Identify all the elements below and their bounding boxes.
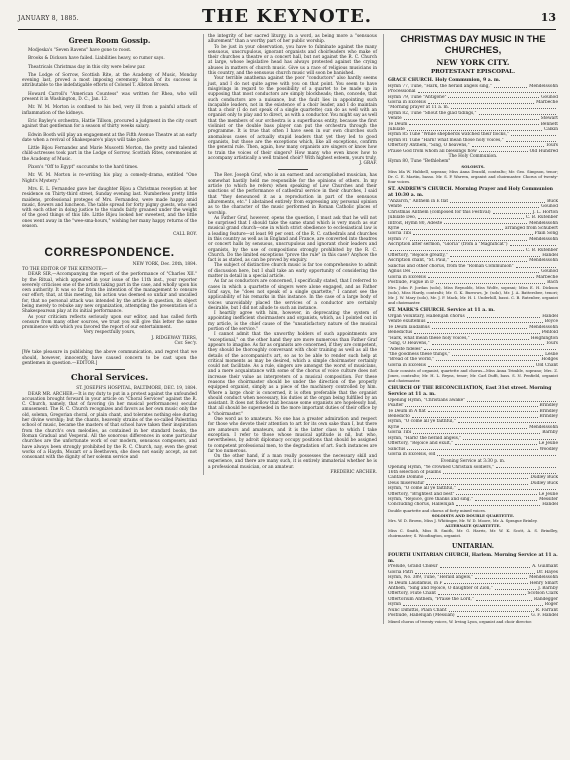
- gossip-item: Theatricals Christmas day in this city were below par.: [28, 64, 146, 70]
- program-piece: Te Deum in A flat: [388, 408, 426, 414]
- correspondence-para-2: As your criticism reflects seriously upon our editor, and has called forth censure from many other sources, we trust you will give this letter the same prominence with which you favored the report of our entertainment.: [22, 314, 197, 331]
- middle-para-3: Your terrible anathema against the poor "conductors" also hardly seems just, and I do not quite agree with you on that point. You seem to have misgivings in regard to the possibility of a quartet to be made up in supposing that most conductors are simply blockheads; then, concede, that such conductors are a nuisance, but the fault lies in appointing such incapable leaders, not in the existence of a choir leader, and I do maintain that a choir (I do not speak of a single quartette) can do as well with an organist only to play and to direct, as with a conductor. You might say as well that the members of our orchestra is a superfluous entity, because the first violinist or the double bass player can put the orchestra through the programme. It is true that often I have seen in our own churches such anomalous cases of actually stupid leaders that yet they led to good organists, but those are the exceptions which, like all exceptions, confirm the general rule. Then, again, how many organists are singers or know how to train the voices of their singers? How many who even know how to accompany artistically a well trained choir? With highest esteem, yours truly,: [208, 76, 377, 161]
- program-piece: Ascription after sermon, "Gloria" (from a "Magnificat"): [388, 242, 508, 248]
- program-piece: Jubilate Deo,: [388, 215, 417, 221]
- program-composer: Mendelssohn: [529, 258, 558, 264]
- reconciliation-soloists-heading: SOLOISTS AND DOUBLE QUARTETTE.: [431, 512, 515, 518]
- program-composer: Buck: [547, 198, 558, 204]
- unitarian-title: FOURTH UNITARIAN CHURCH, Harlem. Morning Service at 11 a. m.: [388, 552, 558, 564]
- program-piece: Gloria Tibi: [388, 430, 412, 436]
- leader-dots: [424, 347, 556, 351]
- grace-holy-communion: The Holy Communion.: [448, 154, 498, 160]
- masthead-title: THE KEYNOTE.: [201, 6, 373, 27]
- program-piece: "Morning prayer at 11 a. m.: [388, 105, 450, 111]
- program-piece: Gloria Patri: [388, 569, 414, 575]
- gossip-item: Eric Bayley's orchestra, Hattie Tillson, procured a judgment in the city court against that gentleman for a season of thirty weeks salary.: [22, 118, 197, 130]
- gossip-item: Edwin Booth will play an engagement at the Fifth Avenue Theatre at an early date when a revival of Shakespeare's plays will take place.: [22, 132, 197, 143]
- correspondence-to: TO THE EDITOR OF THE KEYNOTE:—: [22, 266, 108, 272]
- leader-dots: [452, 352, 543, 356]
- reconciliation-title: CHURCH OF THE RECONCILIATION, East 31st street. Morning Service at 11 a. m.: [388, 386, 552, 398]
- leader-dots: [418, 89, 556, 93]
- program-composer: Roger: [544, 602, 558, 608]
- correspondence-para-1: DEAR SIR,—Accompanying the report of the performance of "Charles XII." by the Ritual, which appeared in your issue of the 11th inst., your reporter severely criticises one of the artists taking part in the case, and wholly upon his own authority. It was so far from the intention of the management to censure our effort; that, at this meeting, his action was deemed so unfair and uncalled for, that no personal attack was intended by the article in question, its object being merely to rebuke any new organization, attempting the presentation of a Shakespearean play at its initial performance.: [22, 272, 197, 315]
- program-piece: Postlude, Fugue in D: [388, 280, 434, 286]
- st-andrew-program: [388, 199, 558, 286]
- reconciliation-evening-program: [388, 465, 558, 508]
- program-piece: Hymn 81 Tune "Hark! what mean those holy voices,": [388, 137, 504, 143]
- column-right: [383, 34, 558, 624]
- program-piece: Hymn, No. 389, Tune, "Herald angels,": [388, 575, 474, 581]
- gossip-item: Howard Carroll's "American Countess" was written for Rhea, who will present it in Washington, D. C., Jan. 12.: [22, 91, 197, 103]
- page-number: 13: [540, 11, 556, 24]
- leader-dots: [476, 597, 532, 601]
- separator: [278, 169, 308, 170]
- program-piece: "Hark, what mean these holy voices,": [388, 335, 470, 341]
- program-piece: Organ Voluntary, Hallelujah chorus: [388, 314, 465, 320]
- program-composer: Mendelssohn: [529, 236, 558, 242]
- leader-dots: [449, 608, 534, 612]
- program-piece: Opening Hymn, "Ye crowned Christian soldiers,": [388, 464, 495, 470]
- gossip-item: Modjeska's "Seven Ravens" have gone to roost.: [28, 48, 132, 53]
- program-piece: Te Deum Laudamus, in F: [388, 580, 443, 586]
- program-piece: Introit, Hymn 80, Adeste: [388, 220, 443, 226]
- program-composer: Barnby: [542, 430, 558, 436]
- separator: [95, 369, 125, 370]
- leader-dots: [448, 95, 539, 99]
- unitarian-program: [388, 564, 558, 618]
- program-composer: Old Chant: [535, 362, 558, 368]
- reconciliation-program: [388, 398, 558, 457]
- st-mark-title: ST. MARK'S CHURCH. Service at 11 a. m.: [388, 308, 495, 314]
- program-piece: Offertory, "Brightest and best": [388, 491, 455, 497]
- program-piece: Te Deum laudamus: [388, 324, 430, 330]
- program-piece: Gloria in Excelsis: [388, 362, 426, 368]
- program-composer: Mendelssohn: [529, 324, 558, 330]
- leader-dots: [458, 419, 556, 423]
- reconciliation-evening: Evening Service at 3:30 p. m.: [440, 459, 506, 465]
- choral-heading: Choral Services.: [70, 373, 149, 384]
- program-composer: Dr. Hayes: [536, 569, 558, 575]
- program-piece: Anthem, "Sing and rejoice, O daughter of Zion,": [388, 586, 493, 592]
- program-piece: Opening Hymn, "Christians awake": [388, 397, 466, 403]
- leader-dots: [412, 414, 538, 418]
- leader-dots: [403, 602, 543, 606]
- program-piece: Sanctus: [388, 446, 406, 452]
- program-piece: Hymn 77: [388, 236, 408, 242]
- program-composer: Calkin: [544, 127, 558, 133]
- leader-dots: [475, 575, 527, 579]
- christmas-music-title: CHRISTMAS DAY MUSIC IN THE CHURCHES,: [400, 34, 546, 56]
- leader-dots: [496, 465, 556, 469]
- program-composer: Brindley: [539, 403, 558, 409]
- choral-dateline: ST. JOSEPH'S HOSPITAL, BALTIMORE, DEC. 19, 1884.: [76, 386, 197, 392]
- grace-church-title: GRACE CHURCH. Holy Communion, 9 a. m.: [388, 78, 501, 83]
- section-unitarian: UNITARIAN.: [452, 542, 494, 550]
- leader-dots: [428, 363, 534, 367]
- st-mark-soloists: Choir consists of organist, quartette and chorus—Miss Anna Trimble, soprano; Mrs. Z. Jones, contralto; Mr. H. L. Reyns, tenor; Mr. Carl Duffi, bass. S. N. Penfield, organist and choirmaster.: [388, 368, 558, 383]
- program-piece: Gloria in Excelsis, old: [388, 451, 436, 457]
- program-piece: Hymn 85 Tune "While shepherds watched their flocks,": [388, 132, 509, 138]
- program-composer: Handel: [542, 314, 558, 320]
- issue-date: JANUARY 8, 1885.: [18, 15, 80, 22]
- leader-dots: [413, 231, 532, 235]
- leader-dots: [472, 336, 529, 340]
- correspondence-signer: J. RIDGEWAY TIERS,: [151, 335, 197, 341]
- leader-dots: [404, 204, 539, 208]
- program-composer: C. B. Rutenber: [525, 247, 558, 253]
- program-composer: Marbeche: [535, 100, 558, 106]
- program-piece: "Bread of the world,": [388, 357, 435, 363]
- program-composer: Bach: [547, 280, 558, 286]
- middle-para-10: One word as to amateurs. No one has a greater admiration and respect for those who devote their attention to art for its own sake than I, but there are amateurs and amateurs, and it is the latter class to which I take exception. I refer to those whose musical aptitude is nil, but who, nevertheless, by adroit diplomacy occupy positions that should be assigned to competent professional men, to the degradation of art. Such instances are far too numerous.: [208, 417, 377, 454]
- program-composer: A. Guilmant: [532, 564, 558, 570]
- leader-dots: [450, 199, 545, 203]
- st-andrew-soloists: Mrs. John P. Jordan (solo), Miss Reynolds, Miss Wolfe, soprani; Miss E. H. Dickson (solo), Miss Hardy, contralti; Mr. G. K. Burrows, Jr. (solo), Mr. J. A. Battersbee, tenori; Mr. J. W. Mary (solo), Mr. J. F. Mack, Mr. H. I. Underhill, bassi. C. B. Rutenber, organist and choirmaster.: [388, 285, 558, 305]
- program-composer: Woodley: [539, 446, 558, 452]
- gossip-item: Mr. W. M. Morton is confined to his bed, very ill from a painful attack of inflammation of the kidneys.: [22, 105, 197, 116]
- program-piece: Gloria in Excelsis: [388, 100, 426, 106]
- program-piece: Te Deum: [388, 121, 408, 127]
- leader-dots: [407, 447, 537, 451]
- program-composer: Hodges: [541, 357, 558, 363]
- program-composer: Mendelssohn: [529, 83, 558, 89]
- editor-note: [We take pleasure in publishing the above communication, and regret that we should, however, innocently, have caused concern to be cast upon the gentlemen in question.—EDITOR.]: [22, 350, 197, 366]
- program-piece: Hymn, "O come all ye faithful,": [388, 419, 456, 425]
- leader-dots: [438, 591, 526, 595]
- program-piece: 16th selection of psalms: [388, 470, 441, 476]
- graf-signature: J. GRAF.: [359, 161, 377, 167]
- st-mark-program: [388, 314, 558, 368]
- program-piece: Processional: [388, 89, 416, 95]
- middle-para-11: On the other hand, if a man really possesses the necessary skill and experience, and there are many such, it is entirely immaterial whether he is a professional musician, or an amateur.: [208, 454, 377, 470]
- program-entry: [388, 452, 558, 457]
- program-piece: Deus misereatur: [388, 480, 425, 486]
- program-composer: G. F. Handel: [531, 613, 558, 619]
- program-composer: Dudley Buck: [530, 480, 558, 486]
- leader-dots: [410, 237, 527, 241]
- program-piece: Offertorium Anthem, "Praise the Lord,": [388, 596, 474, 602]
- reconciliation-double: Double quartette and chorus of forty mixed voices.: [388, 507, 487, 513]
- program-composer: Brindley: [539, 414, 558, 420]
- program-piece: Hymn 79, Tune "Antigone": [388, 94, 447, 100]
- reconciliation-soloists: Mrs. W. D. Brown, Miss J. Whitinger, Mr. W. D. Moore, Mr. A. Sprague Brinley.: [388, 518, 538, 524]
- program-piece: Venite exultemus: [388, 319, 426, 325]
- leader-dots: [451, 105, 556, 109]
- leader-dots: [494, 84, 527, 88]
- leader-dots: [413, 430, 540, 434]
- leader-dots: [456, 502, 540, 506]
- program-piece: Christmas Anthem (composed for this Festival): [388, 209, 491, 215]
- program-composer: Randegger: [533, 596, 558, 602]
- program-composer: Gounod: [541, 94, 558, 100]
- program-piece: Offertory, "Rejoice and exult,": [388, 441, 454, 447]
- middle-para-9: I cannot admit that the unworthy holders of such appointments are "exceptional," on the other hand they are more numerous than Father Graf appears to imagine. As far as organists are concerned, if they are competent, they should be thoroughly conversant with choir training as well as all the details of the accompanist's art, so as to be able to render such help at critical moments as may be desired, which a simple choirmaster certainly could not facilitate. As a rule, singers are amongst the worst of musicians, and a mere acquaintance with some of the chorus of voice culture does not increase their value as interpreters of a musical composition. For these reasons the choirmaster should be under the direction of the properly equipped organist, simply as a piece of the machinery controlled by him. Where a large choir is concerned, it is often preferable that the organist should conduct when necessary, his duties at the organ being fulfilled by an assistant. It does not follow that because some organists are hopelessly bad, that all should be superseded in the more important duties of their office by a "choirmaster.": [208, 332, 377, 417]
- gossip-item: Brooks & Dickson have failed. Liabilities heavy, so rumor says.: [28, 56, 165, 62]
- header-rule: [18, 29, 556, 30]
- program-piece: Agnus Dei: [388, 269, 411, 275]
- correspondence-closing: Very respectfully yours,: [83, 330, 136, 336]
- correspondence-signer-title: Cor. Sec'y.: [174, 341, 197, 347]
- correspondence-dateline: NEW YORK, Dec. 20th, 1884.: [132, 261, 197, 267]
- leader-dots: [495, 586, 536, 590]
- program-composer: Old Hundred: [529, 148, 558, 154]
- program-piece: "Adeste fideles": [388, 346, 423, 352]
- program-piece: Hymn, "O come all ye faithful,": [388, 486, 456, 492]
- program-composer: C. B. Rutenber: [525, 215, 558, 221]
- leader-dots: [407, 127, 542, 131]
- leader-dots: [456, 492, 536, 496]
- program-piece: Prelude, Grand Chœur: [388, 564, 438, 570]
- leader-dots: [455, 441, 537, 445]
- leader-dots: [401, 226, 503, 230]
- reconciliation-quartette-heading: ALTERNATE QUARTETTE.: [445, 522, 501, 528]
- gossip-item: Little Bijou Fernandez and Marie Muscetti Morton, the pretty and talented child-actresses took part in the Lodge of Sorrow, Scottish Rites, ceremonies at the Academy of Music.: [22, 146, 197, 162]
- program-composer: Stewart: [540, 116, 558, 122]
- program-piece: Offertory Anthem, "Sing, O heavens,": [388, 143, 470, 149]
- program-composer: Dudley Buck: [530, 475, 558, 481]
- middle-para-4: The Rev. Joseph Graf, who is an earnest and accomplished musician, has somewhat hastily held me responsible for the opinions of others. In my article (to which he refers) when speaking of Low Churches and their sanctions of the performance of cathedral service in their churches, I said that "they denounced it as a reproduction in part of the sensuous allurements, etc." I abstained entirely from expressing any personal opinion as to the character of the music performed in Roman Catholic places of worship.: [208, 173, 377, 216]
- leader-dots: [463, 436, 556, 440]
- leader-dots: [444, 581, 527, 585]
- program-composer: Penfold: [541, 330, 558, 336]
- program-composer: Gounod: [541, 269, 558, 275]
- leader-dots: [457, 613, 530, 617]
- program-piece: Postlude, Hallelujah (Messiah): [388, 613, 455, 619]
- leader-dots: [479, 149, 528, 153]
- leader-dots: [472, 143, 544, 147]
- leader-dots: [432, 341, 544, 345]
- grace-program: [388, 84, 558, 154]
- middle-para-7: As far as conductors are concerned, I specifically stated, that I referred to cases in which a quartette of singers were alone engaged, and as Father Graf says, he "does not speak of a single quartette," I cannot see the applicability of his remarks in this instance. In the case of a large body of voices unavoidably placed the services of a conductor are certainly desirable, but I did not allude to such an instance.: [208, 279, 377, 311]
- middle-para-5: As Father Graf, however, opens the question, I must ask that he will not be surprised that I should take the same stand which is very much as our musical grand church—one in which strict obedience to ecclesiastical law is a leading feature—at least 90 per cent. of the R. C. cathedrals and churches in this country as well as in England and France, are converted into theatres or concert halls by sensuous, unscrupulous and ignorant choir leaders and organists, by the use of compositions strongly prohibited by the R. C. Church. Do the limited exceptions "prove the rule" in this case? Anyhow the fact is as stated, as can be proved by enquiry.: [208, 215, 377, 264]
- program-piece: Sanctus and other chorus, from the "Roman Communion": [388, 263, 514, 269]
- christmas-music-subtitle: NEW YORK CITY.: [436, 58, 510, 67]
- program-piece: Offertory, Flute Chant: [388, 591, 436, 597]
- leader-dots: [467, 398, 556, 402]
- unitarian-soloists: Mixed chorus of twenty voices, W. Irving Lyon, organist and choir director.: [388, 618, 533, 624]
- gossip-item: The Lodge of Sorrow, Scottish Rite, at the Academy of Music, Monday evening last, proved a most imposing ceremony. Much of its success is attributable to the indefatigable efforts of Colonel T. Allston Brown.: [22, 72, 197, 89]
- leader-dots: [437, 452, 556, 456]
- gossip-item: Mrs. E. L. Fernandez gave her daughter Bijou a Christmas reception at her residence on Thirty-third street, Sunday evening last. Numberless pretty little maidens, professional proteges of Mrs. Fernandez, were made happy amid music, flowers and luncheon. The table spread for forty pigmy guests, who vied with each other in doing justice to the viands fairly groaned under the weight of the good things of this life. Little Bijou looked her sweetest, and the little ones went away in the "wee-sma-hours," wishing her many happy returns of the season.: [22, 186, 197, 230]
- program-composer: Le Jeune: [538, 441, 558, 447]
- program-composer: Handel: [542, 502, 558, 508]
- program-piece: Psalter: [388, 403, 404, 409]
- gossip-item: Mr. W. M. Morton is re-writing his play, a comedy-drama, entitled "One Night's Mystery.": [22, 173, 197, 184]
- leader-dots: [425, 475, 528, 479]
- middle-para-6: The subject of distinctive church music is far too comprehensive to admit of discussion here, but I shall take an early opportunity of considering the matter in detail in a special article.: [208, 263, 377, 280]
- leader-dots: [444, 221, 527, 225]
- program-piece: Hymn, "Hark! the herald angels,": [388, 435, 462, 441]
- program-piece: Jubilate: [388, 127, 405, 133]
- leader-dots: [450, 253, 541, 257]
- gossip-list: [22, 48, 197, 229]
- leader-dots: [427, 319, 542, 323]
- grace-soloists: Miss Ida W. Hubbell, soprano; Miss Anna Drasdil, contralto; Mr. Geo. Simpson, tenor; Dr. C. E. Martin, basso. Mr. S. P. Warren, organist and choirmaster. Chorus of twenty-four voices.: [388, 169, 558, 184]
- program-composer: Heighington: [530, 335, 558, 341]
- program-composer: Handel: [542, 253, 558, 259]
- program-composer: J. Barnby: [538, 586, 558, 592]
- leader-dots: [443, 470, 556, 474]
- program-composer: Messiter: [538, 497, 558, 503]
- program-piece: Gloria in Excelsis: [388, 274, 426, 280]
- program-piece: "Anzarch," Anthem in E flat: [388, 198, 449, 204]
- program-composer: Mendelssohn: [529, 220, 558, 226]
- leader-dots: [426, 481, 528, 485]
- program-piece: Cantate Domino: [388, 475, 424, 481]
- leader-dots: [516, 264, 556, 268]
- archer-signature: FREDERIC ARCHER.: [330, 470, 377, 476]
- st-andrew-title: ST. ANDREW'S CHURCH. Morning Prayer and Holy Communion at 10:30 a. m.: [388, 187, 553, 199]
- choral-para: DEAR MR. ARCHER:—It is my duty to put in a protest against the unfounded accusation brought forward in your article on "Choral Services" against the R. C. Church, namely, that of favoring (in her musical performances) secular amusement. The R. C. Church recognizes and favors as her own music only the old, solemn, Gregorian choral, or plain chant, and tolerates nothing else during her divine worship; but the chants, heavenly strains of the so-called Palestrina school of music, became the masters of that school have taken their inspiration from the church's own melodies, as contained in her standard books, the Roman Gradual and Vesperal. All the sonorous differences in some particular churches are the unfortunate work of our modern, sensuous composers, and have always been strongly prohibited by the R. C. Church, nay, even the great works of a Haydn, Mozart or a Beethoven, she does not easily accept, as not consonant with the dignity of her solemn service and: [22, 391, 197, 461]
- leader-dots: [415, 570, 535, 574]
- leader-dots: [436, 357, 539, 361]
- program-composer: Henry Smart: [529, 580, 558, 586]
- program-piece: Benedictus: [388, 330, 413, 336]
- leader-dots: [440, 564, 530, 568]
- reconciliation-quartette: Miss C. Smith, Miss B. Smith, Mr. G. Harris, Mr. W. K. Scott, A. S. Brindley, choirmaster; S. Woodington, organist.: [388, 528, 558, 539]
- column-left: [22, 34, 197, 460]
- program-piece: Offertory, "Rejoice greatly,": [388, 253, 448, 259]
- program-piece: Hymn 77, Tune, "Hark, the herald angels sing,": [388, 83, 492, 89]
- leader-dots: [451, 258, 527, 262]
- program-composer: Marbeche: [535, 274, 558, 280]
- middle-para-2: To be just in your observation, you have to fulminate against the many sensuous, unscrupulous, ignorant organists and choirleaders who make of their churches a theatre or a concert hall, but not against the R. C. Church at large, whose legislative head has always protested against the crying abuses in matters of church music. Give us a race of religious musicians in this country, and the sensuous church music will soon be banished.: [208, 44, 377, 77]
- correspondence-heading: CORRESPONDENCE.: [44, 244, 175, 259]
- leader-dots: [467, 314, 541, 318]
- program-piece: Venite: [388, 116, 402, 122]
- leader-dots: [510, 242, 556, 246]
- gossip-heading: Green Room Gossip.: [68, 36, 151, 45]
- leader-dots: [479, 111, 556, 115]
- program-composer: Le Jeune: [538, 491, 558, 497]
- leader-dots: [493, 210, 531, 214]
- program-composer: J. L. Horton: [532, 209, 558, 215]
- program-piece: Hymn, "Rejoice, give thanks and sing,": [388, 497, 473, 503]
- leader-dots: [458, 486, 556, 490]
- program-piece: Nunc Dimittis, Plain Chant: [388, 607, 447, 613]
- leader-dots: [428, 409, 538, 413]
- program-composer: Boyce: [544, 319, 558, 325]
- leader-dots: [401, 425, 527, 429]
- leader-dots: [405, 403, 537, 407]
- program-entry: [388, 613, 558, 618]
- program-composer: Gounod: [541, 204, 558, 210]
- program-piece: "the goodness these things,": [388, 351, 451, 357]
- leader-dots: [475, 497, 537, 501]
- middle-para-1: the integrity of her sacred liturgy, in a word, as being more a "sensuous allurement" than a worthy part of her public worship.: [208, 34, 377, 45]
- section-protestant-episcopal: PROTESTANT EPISCOPAL.: [430, 69, 516, 75]
- leader-dots: [436, 280, 546, 284]
- leader-dots: [414, 330, 539, 334]
- leader-dots: [404, 116, 539, 120]
- program-piece: Hymn: [388, 602, 402, 608]
- gossip-item: Pixon's "Off to Egypt" succumbs to the hard times.: [28, 165, 139, 171]
- grace-soloists-heading: SOLOISTS.: [461, 163, 485, 169]
- program-composer: Brindley: [539, 408, 558, 414]
- program-composer: Tours: [545, 341, 558, 347]
- program-composer: Scotson Clark: [527, 591, 558, 597]
- program-composer: Tours: [545, 143, 558, 149]
- program-composer: Mendelssohn: [529, 575, 558, 581]
- leader-dots: [428, 275, 534, 279]
- program-piece: "Sing, O Heavens,": [388, 341, 430, 347]
- program-piece: Concluding chorus, Hallelujah: [388, 502, 455, 508]
- leader-dots: [506, 138, 556, 142]
- leader-dots: [409, 122, 538, 126]
- program-piece: Gloria Tibi: [388, 231, 412, 237]
- program-composer: R. Farrant: [535, 607, 558, 613]
- program-piece: Kyrie: [388, 226, 400, 231]
- leader-dots: [511, 132, 556, 136]
- program-piece: Ascription chant, "St. Paul,": [388, 258, 449, 264]
- program-piece: Venite: [388, 204, 402, 210]
- program-piece: Benedicto: [388, 414, 410, 420]
- program-composer: Leslie: [545, 351, 558, 357]
- grace-hymn: Hymn 80, Tune "Bethlehem": [388, 159, 451, 165]
- leader-dots: [418, 215, 524, 219]
- leader-dots: [390, 248, 524, 252]
- program-composer: arranged from Schubert: [504, 226, 558, 231]
- middle-para-8: I heartily agree with him, however, in deprecating the system of appointing inefficient choirmasters and organists, which, as I pointed out in my article, is the chief cause of the "unsatisfactory nature of the musical portion of the service.": [208, 311, 377, 333]
- page-header: [18, 6, 556, 28]
- program-composer: Bennett: [540, 121, 558, 127]
- gossip-signature: CALL BOY.: [173, 232, 197, 238]
- column-middle: [203, 34, 377, 475]
- program-piece: Praise God from whom all blessings flow: [388, 148, 477, 154]
- program-composer: Mendelssohn: [529, 424, 558, 430]
- leader-dots: [432, 325, 527, 329]
- program-piece: Hymn 82, Tune "Shout the glad tidings,": [388, 110, 477, 116]
- leader-dots: [412, 269, 539, 273]
- leader-dots: [428, 100, 534, 104]
- program-composer: Plain Song: [534, 231, 558, 237]
- program-piece: Kyrie: [388, 424, 400, 430]
